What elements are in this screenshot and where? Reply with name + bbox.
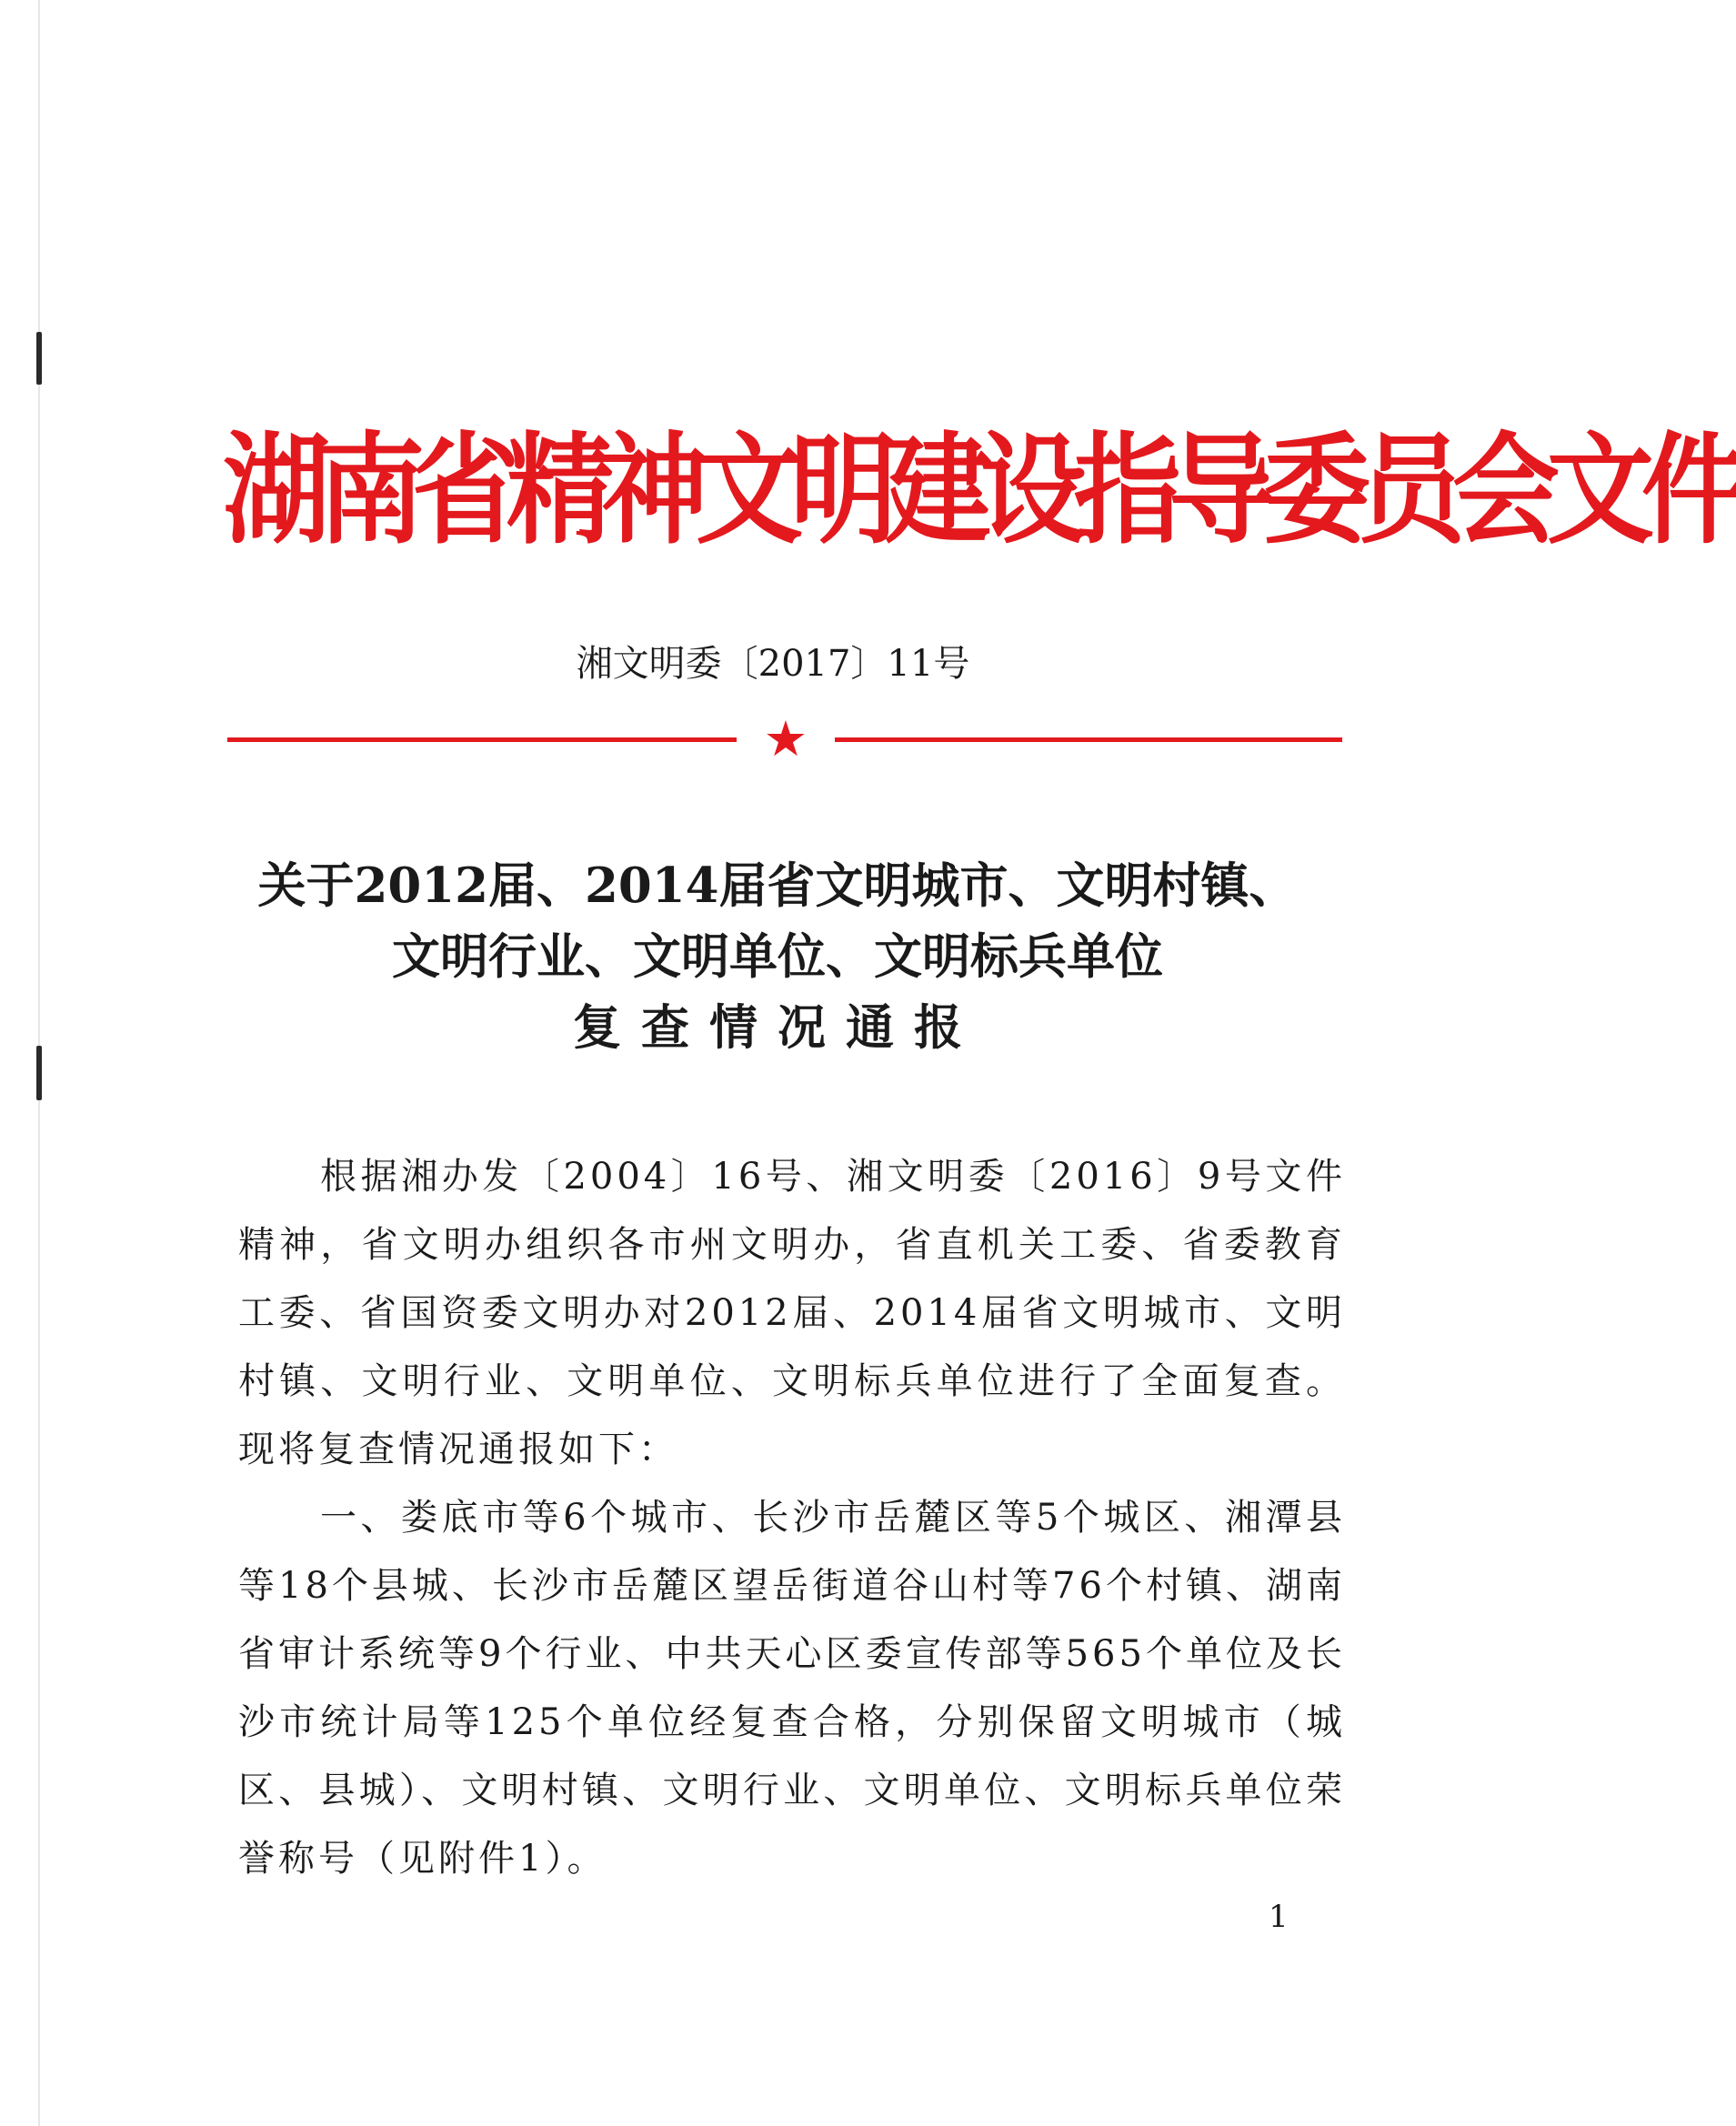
letterhead-title: 湖南省精神文明建设指导委员会文件 (223, 418, 1736, 561)
title-line: 复查情况通报 (573, 999, 982, 1056)
red-divider (227, 710, 1342, 767)
body-paragraph: 根据湘办发〔2004〕16号、湘文明委〔2016〕9号文件精神，省文明办组织各市州文明办，省直机关工委、省委教育工委、省国资委文明办对2012届、2014届省文明城市、文明村镇、文明行业、文明单位、文明标兵单位进行了全面复查。现将复查情况通报如下： (238, 1156, 1346, 1470)
title-line: 关于2012届、2014届省文明城市、文明村镇、 (257, 857, 1298, 914)
page-number: 1 (1269, 1899, 1289, 1935)
document-body (238, 1143, 1346, 1893)
binding-mark (36, 1046, 42, 1100)
binding-mark (36, 332, 42, 385)
title-line: 文明行业、文明单位、文明标兵单位 (392, 928, 1163, 985)
divider-rule-right (835, 737, 1342, 742)
document-number: 湘文明委〔2017〕11号 (576, 643, 970, 685)
star-icon: ★ (763, 710, 808, 767)
document-title (218, 850, 1337, 1063)
body-paragraph: 一、娄底市等6个城市、长沙市岳麓区等5个城区、湘潭县等18个县城、长沙市岳麓区望岳街道谷山村等76个村镇、湖南省审计系统等9个行业、中共天心区委宣传部等565个单位及长沙市统计局等125个单位经复查合格，分别保留文明城市（城区、县城）、文明村镇、文明行业、文明单位、文明标兵单位荣誉称号（见附件1）。 (238, 1497, 1346, 1880)
divider-rule-left (227, 737, 737, 742)
